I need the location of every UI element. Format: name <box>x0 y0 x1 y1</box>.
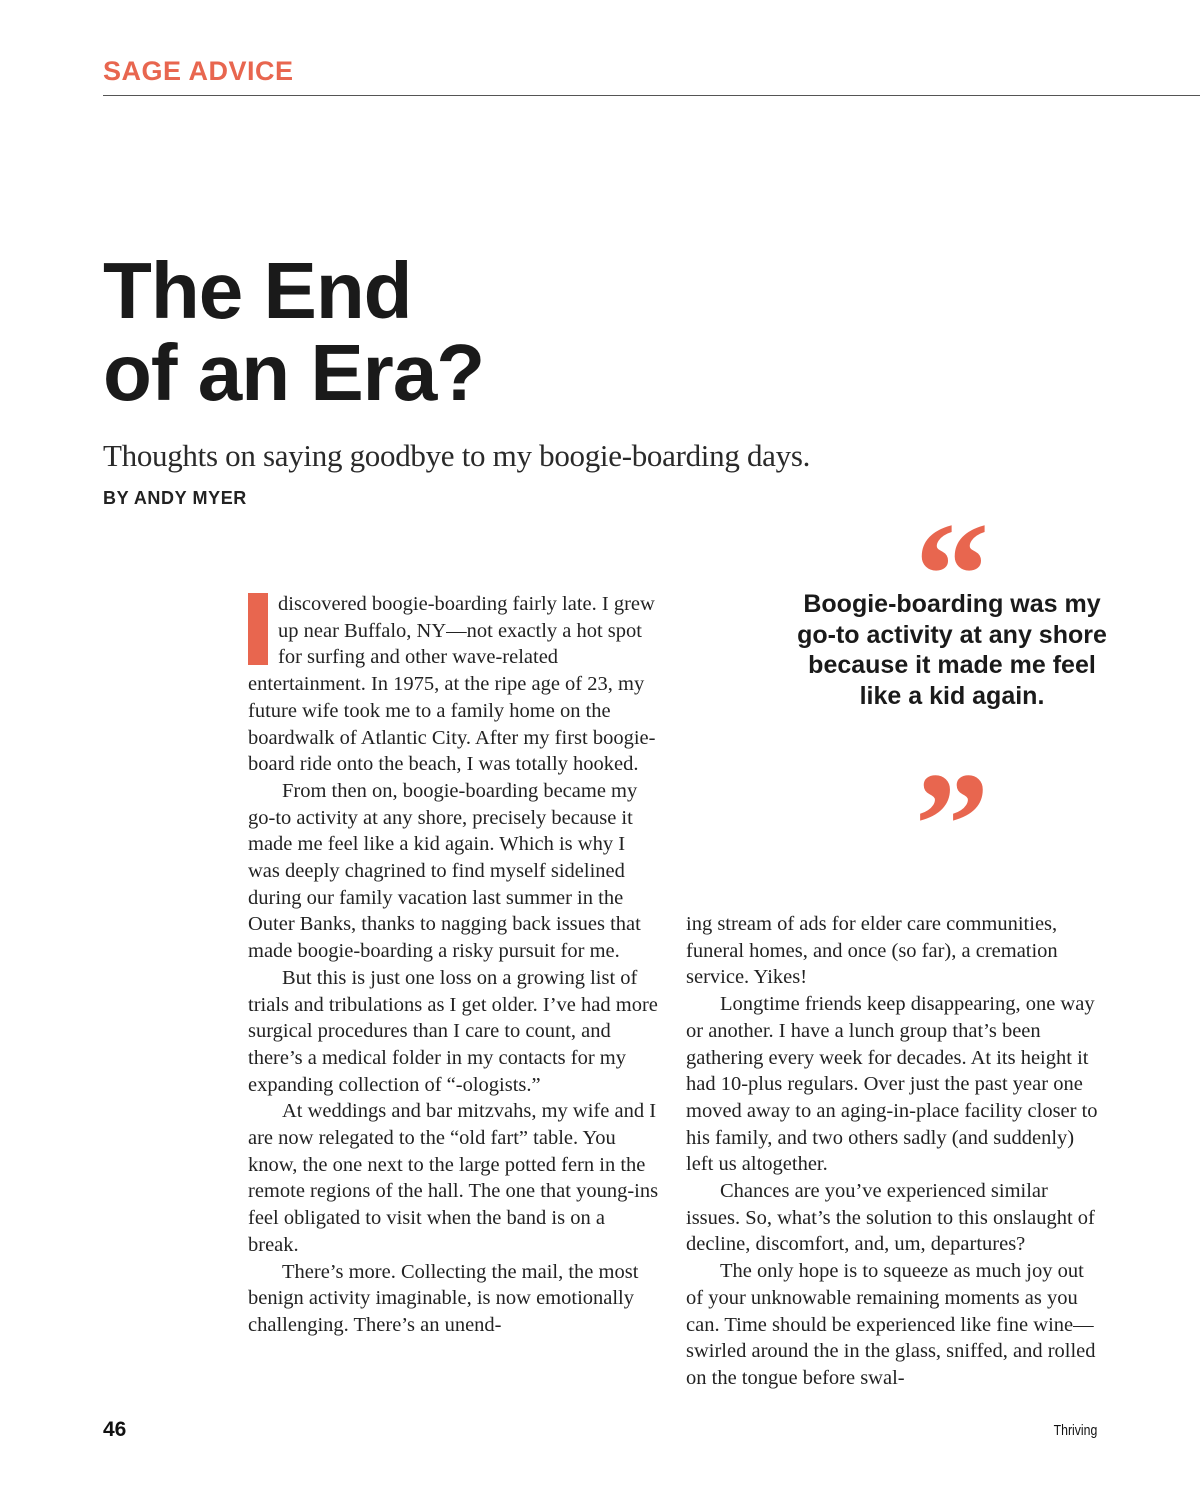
drop-cap-bar <box>248 593 268 665</box>
paragraph: The only hope is to squeeze as much joy out of your unknowable remaining moments as you can. Time should be experienced like fine wine—swirled around the in the glass, sniffed, and rolled on the tongue before swal- <box>686 1260 1096 1389</box>
pull-quote: Boogie-boarding was my go-to activity at any shore because it made me feel like a kid again. <box>797 590 1107 710</box>
paragraph: Longtime friends keep disappearing, one way or another. I have a lunch group that’s been gathering every week for decades. At its height it had 10-plus regulars. Over just the past year one moved away to an aging-in-place facility closer to his family, and two others sadly (and suddenly) left us altogether. <box>686 993 1098 1176</box>
section-label: SAGE ADVICE <box>103 56 294 86</box>
headline-line-1: The End <box>103 246 412 335</box>
article-column-1 <box>248 591 660 1339</box>
deck-subtitle: Thoughts on saying goodbye to my boogie-boarding days. <box>103 438 811 473</box>
byline: BY ANDY MYER <box>103 488 247 508</box>
paragraph: But this is just one loss on a growing list of trials and tribulations as I get older. I’ve had more surgical procedures than I care to count, and there’s a medical folder in my contacts for my expanding collection of “-ologists.” <box>248 966 658 1096</box>
paragraph: ing stream of ads for elder care communities, funeral homes, and once (so far), a cremation service. Yikes! <box>686 913 1058 989</box>
headline <box>103 246 485 417</box>
paragraph-text: discovered boogie-boarding fairly late. I grew up near Buffalo, NY—not exactly a hot spot for surfing and other wave-related entertainment. In 1975, at the ripe age of 23, my future wife took me to a family home on the boardwalk of Atlantic City. After my first boogie-board ride onto the beach, I was totally hooked. <box>248 593 656 776</box>
page-number: 46 <box>103 1418 127 1441</box>
paragraph: Chances are you’ve experienced similar issues. So, what’s the solution to this onslaught of decline, discomfort, and, um, departures? <box>686 1180 1095 1256</box>
close-quote-mark: ” <box>914 742 990 908</box>
open-quote-mark: “ <box>914 492 990 658</box>
headline-line-2: of an Era? <box>103 328 485 417</box>
paragraph: At weddings and bar mitzvahs, my wife and I are now relegated to the “old fart” table. You know, the one next to the large potted fern in the remote regions of the hall. The one that young-ins feel obligated to visit when the band is on a break. <box>248 1100 659 1256</box>
paragraph <box>248 591 660 778</box>
paragraph: From then on, boogie-boarding became my go-to activity at any shore, precisely because it made me feel like a kid again. Which is why I was deeply chagrined to find myself sidelined during our family vacation last summer in the Outer Banks, thanks to nagging back issues that made boogie-boarding a risky pursuit for me. <box>248 779 641 963</box>
paragraph: There’s more. Collecting the mail, the most benign activity imaginable, is now emotionally challenging. There’s an unend- <box>248 1260 639 1336</box>
article-column-2 <box>686 911 1102 1392</box>
publication-name: Thriving <box>1053 1422 1097 1439</box>
header-rule <box>103 95 1200 96</box>
